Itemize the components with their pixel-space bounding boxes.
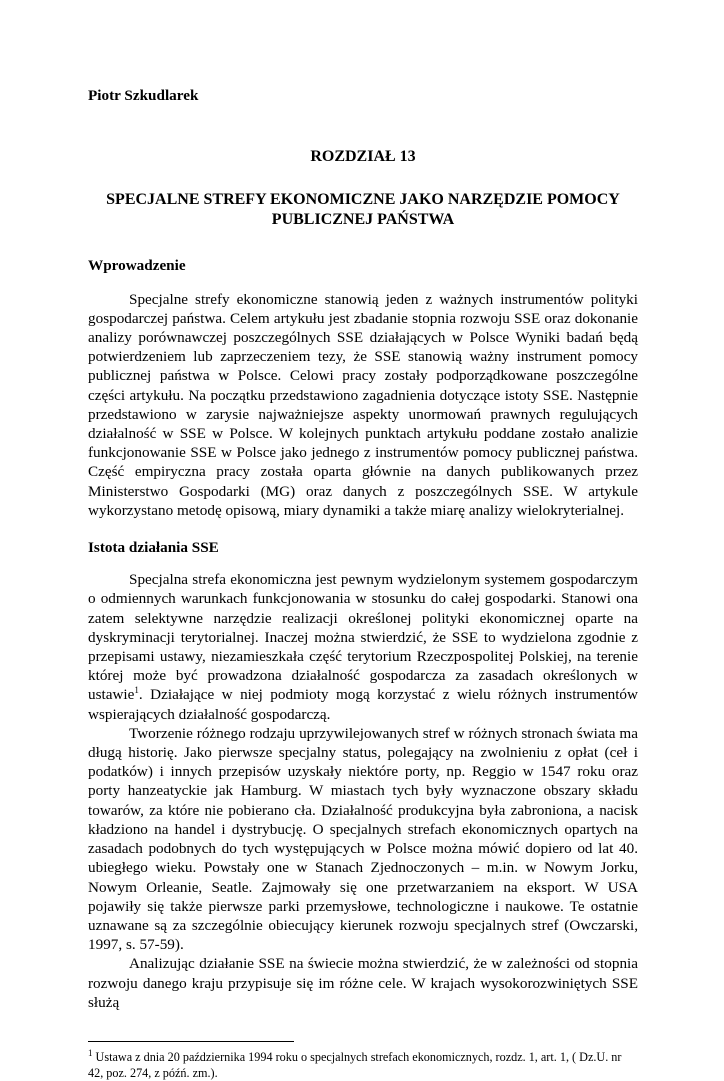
essence-paragraph-1: [88, 570, 638, 724]
chapter-title: [88, 190, 638, 230]
essence-paragraph-2: Tworzenie różnego rodzaju uprzywilejowanych stref w różnych stronach świata ma długą historię. Jako pierwsze specjalny status, polegający na zwolnieniu z opłat (ceł i podatków) i innych przepisów uzyskały niektóre porty, np. Reggio w 1547 roku oraz porty hanzeatyckie jak Hamburg. W miastach tych były wyznaczone obszary składu towarów, za które nie pobierano cła. Działalność produkcyjna była zabroniona, a nacisk kładziono na handel i dystrybucję. O specjalnych strefach ekonomicznych opartych na zasadach podobnych do tych występujących w Polsce można mówić dopiero od lat 40. ubiegłego wieku. Powstały one w Stanach Zjednoczonych – m.in. w Nowym Jorku, Nowym Orleanie, Seatle. Zajmowały się one przetwarzaniem na eksport. W USA pojawiły się także pierwsze parki przemysłowe, technologiczne i naukowe. Te ostatnie uznawane są za szczególnie obiecujący kierunek rozwoju specjalnych stref (Owczarski, 1997, s. 57-59).: [88, 724, 638, 954]
essence-paragraph-3: Analizując działanie SSE na świecie można stwierdzić, że w zależności od stopnia rozwoju danego kraju przypisuje się im różne cele. W krajach wysokorozwiniętych SSE służą: [88, 955, 638, 1011]
footnote-number: 1: [88, 1047, 93, 1058]
introduction-paragraph: Specjalne strefy ekonomiczne stanowią jeden z ważnych instrumentów polityki gospodarczej państwa. Celem artykułu jest zbadanie stopnia rozwoju SSE oraz dokonanie analizy porównawczej poszczególnych SSE działających w Polsce Wyniki badań będą potwierdzeniem lub zaprzeczeniem tezy, że SSE stanowią ważny instrument pomocy publicznej państwa w Polsce. Celowi pracy zostały podporządkowane poszczególne części artykułu. Na początku przedstawiono zagadnienia dotyczące istoty SSE. Następnie przedstawiono w zarysie najważniejsze aspekty unormowań prawnych regulujących działalność w SSE w Polsce. W kolejnych punktach artykułu poddane zostało analizie funkcjonowanie SSE w Polsce jako jednego z instrumentów pomocy publicznej państwa. Część empiryczna pracy została oparta głównie na danych publikowanych przez Ministerstwo Gospodarki (MG) oraz danych z poszczególnych SSE. W artykule wykorzystano metodę opisową, miary dynamiki a także miarę analizy wielokryterialnej.: [88, 290, 638, 519]
footnote-text: Ustawa z dnia 20 października 1994 roku o specjalnych strefach ekonomicznych, rozdz. 1, art. 1, ( Dz.U. nr 42, poz. 274, z późń. zm.).: [88, 1049, 622, 1080]
footnote: [88, 1049, 638, 1081]
footnote-reference: 1: [134, 685, 139, 696]
essence-paragraph-1-part-b: . Działające w niej podmioty mogą korzystać z wielu różnych instrumentów wspierających działalność gospodarczą.: [88, 686, 638, 723]
chapter-title-line-2: PUBLICZNEJ PAŃSTWA: [271, 211, 455, 229]
section-heading-essence: Istota działania SSE: [88, 539, 219, 557]
chapter-title-line-1: SPECJALNE STREFY EKONOMICZNE JAKO NARZĘDZIE POMOCY: [106, 191, 620, 209]
author-name: Piotr Szkudlarek: [88, 87, 199, 104]
footnote-separator: [88, 1041, 294, 1042]
essence-paragraph-1-part-a: Specjalna strefa ekonomiczna jest pewnym wydzielonym systemem gospodarczym o odmiennych warunkach funkcjonowania w stosunku do całej gospodarki. Stanowi ona zatem selektywne narzędzie realizacji określonej polityki ekonomicznej oparte na dyskryminacji terytorialnej. Inaczej można stwierdzić, że SSE to wydzielona zgodnie z przepisami ustawy, niezamieszkała część terytorium Rzeczpospolitej Polskiej, na terenie której może być prowadzona działalność gospodarcza za zasadach określonych w ustawie: [88, 571, 638, 704]
section-heading-introduction: Wprowadzenie: [88, 257, 186, 275]
chapter-number: ROZDZIAŁ 13: [310, 148, 416, 166]
